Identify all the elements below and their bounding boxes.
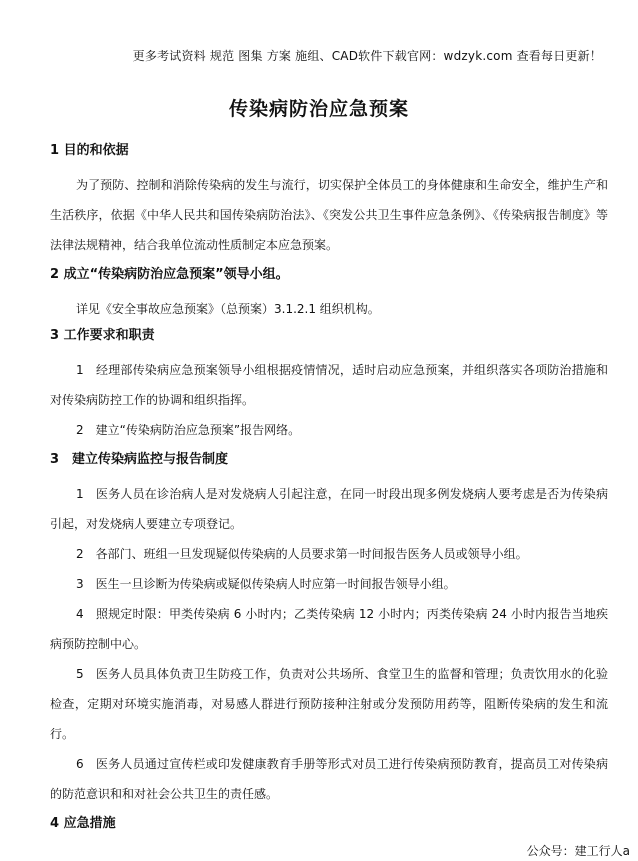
paragraph: 2 建立“传染病防治应急预案”报告网络。 — [76, 423, 301, 437]
paragraph: 为了预防、控制和消除传染病的发生与流行，切实保护全体员工的身体健康和生命安全，维护生产和生活秩序，依据《中华人民共和国传染病防治法》、《突发公共卫生事件应急条例》、《传染病报告制度》等法律法规精神，结合我单位流动性质制定本应急预案。 — [50, 178, 608, 252]
document-body — [50, 142, 608, 843]
section-heading-1: 1 目的和依据 — [50, 143, 129, 158]
paragraph: 6 医务人员通过宣传栏或印发健康教育手册等形式对员工进行传染病预防教育，提高员工对传染病的防范意识和和对社会公共卫生的责任感。 — [50, 757, 608, 801]
paragraph: 5 医务人员具体负责卫生防疫工作，负责对公共场所、食堂卫生的监督和管理；负责饮用水的化验检查，定期对环境实施消毒，对易感人群进行预防接种注射或分发预防用药等，阻断传染病的发生和流行。 — [50, 667, 608, 741]
paragraph: 4 照规定时限：甲类传染病 6 小时内；乙类传染病 12 小时内；丙类传染病 24 小时内报告当地疾病预防控制中心。 — [50, 607, 608, 651]
section-heading-3: 3 工作要求和职责 — [50, 328, 155, 343]
paragraph: 3 医生一旦诊断为传染病或疑似传染病人时应第一时间报告领导小组。 — [76, 577, 456, 591]
section-heading-2: 2 成立“传染病防治应急预案”领导小组。 — [50, 267, 289, 282]
header-note: 更多考试资料 规范 图集 方案 施组、CAD软件下载官网：wdzyk.com 查看每日更新！ — [132, 49, 602, 63]
document-title: 传染病防治应急预案 — [228, 98, 409, 120]
paragraph: 1 医务人员在诊治病人是对发烧病人引起注意，在同一时段出现多例发烧病人要考虑是否为传染病引起，对发烧病人要建立专项登记。 — [50, 487, 608, 531]
section-heading-5: 4 应急措施 — [50, 816, 116, 831]
paragraph: 2 各部门、班组一旦发现疑似传染病的人员要求第一时间报告医务人员或领导小组。 — [76, 547, 528, 561]
paragraph: 详见《安全事故应急预案》（总预案）3.1.2.1 组织机构。 — [76, 302, 380, 316]
section-heading-4: 3 建立传染病监控与报告制度 — [50, 452, 229, 467]
paragraph: 1 经理部传染病应急预案领导小组根据疫情情况，适时启动应急预案，并组织落实各项防治措施和对传染病防控工作的协调和组织指挥。 — [50, 363, 608, 407]
footer-account-tag: 公众号：建工行人a — [526, 844, 630, 858]
